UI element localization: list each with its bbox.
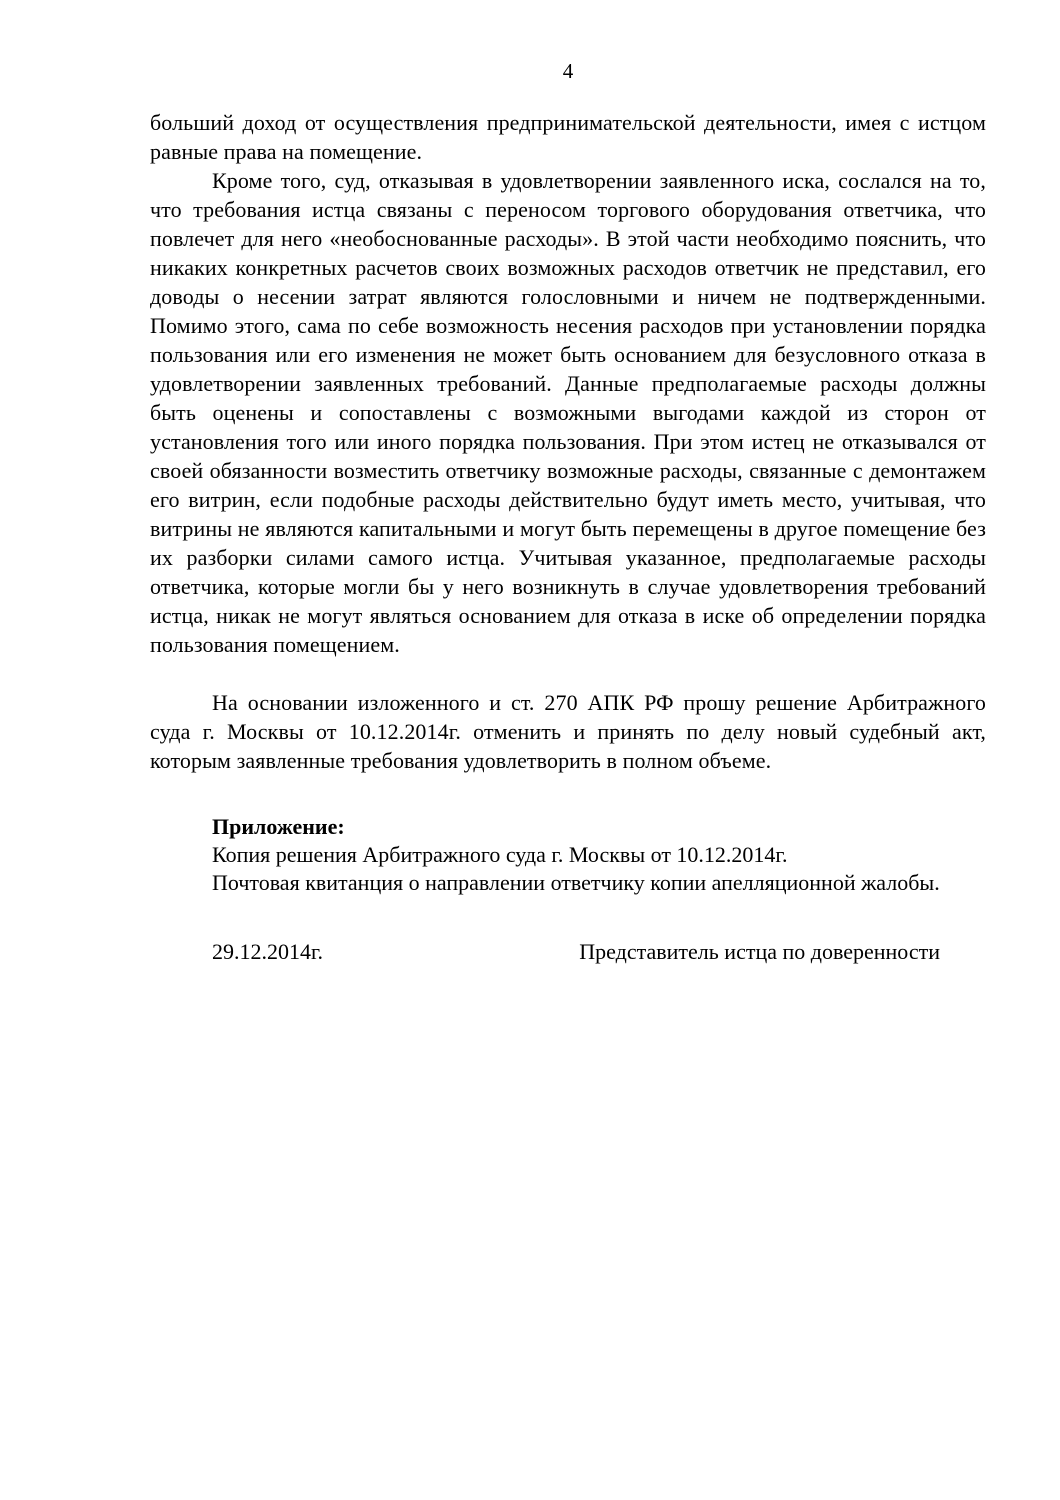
signature-row — [150, 938, 986, 966]
document-body — [150, 108, 986, 775]
signature-date: 29.12.2014г. — [212, 939, 324, 964]
body-paragraph-continuation: больший доход от осуществления предпринимательской деятельности, имея с истцом равные права на помещение. — [150, 110, 986, 164]
page-number: 4 — [562, 59, 574, 83]
signature-title: Представитель истца по доверенности — [579, 939, 940, 964]
attachment-item: Копия решения Арбитражного суда г. Москвы от 10.12.2014г. — [212, 842, 788, 867]
attachment-heading: Приложение: — [212, 814, 345, 839]
body-paragraph-request: На основании изложенного и ст. 270 АПК РФ прошу решение Арбитражного суда г. Москвы от 10.12.2014г. отменить и принять по делу новый судебный акт, которым заявленные требования удовлетворить в полном объеме. — [150, 690, 986, 773]
body-paragraph-court-reasoning: Кроме того, суд, отказывая в удовлетворении заявленного иска, сослался на то, что требования истца связаны с переносом торгового оборудования ответчика, что повлечет для него «необоснованные расходы». В этой части необходимо пояснить, что никаких конкретных расчетов своих возможных расходов ответчик не представил, его доводы о несении затрат являются голословными и ничем не подтвержденными. Помимо этого, сама по себе возможность несения расходов при установлении порядка пользования или его изменения не может быть основанием для безусловного отказа в удовлетворении заявленных требований. Данные предполагаемые расходы должны быть оценены и сопоставлены с возможными выгодами каждой из сторон от установления того или иного порядка пользования. При этом истец не отказывался от своей обязанности возместить ответчику возможные расходы, связанные с демонтажем его витрин, если подобные расходы действительно будут иметь место, учитывая, что витрины не являются капитальными и могут быть перемещены в другое помещение без их разборки силами самого истца. Учитывая указанное, предполагаемые расходы ответчика, которые могли бы у него возникнуть в случае удовлетворения требований истца, никак не могут являться основанием для отказа в иске об определении порядка пользования помещением. — [150, 168, 986, 657]
attachment-section — [212, 813, 986, 897]
attachment-item: Почтовая квитанция о направлении ответчику копии апелляционной жалобы. — [212, 870, 940, 895]
